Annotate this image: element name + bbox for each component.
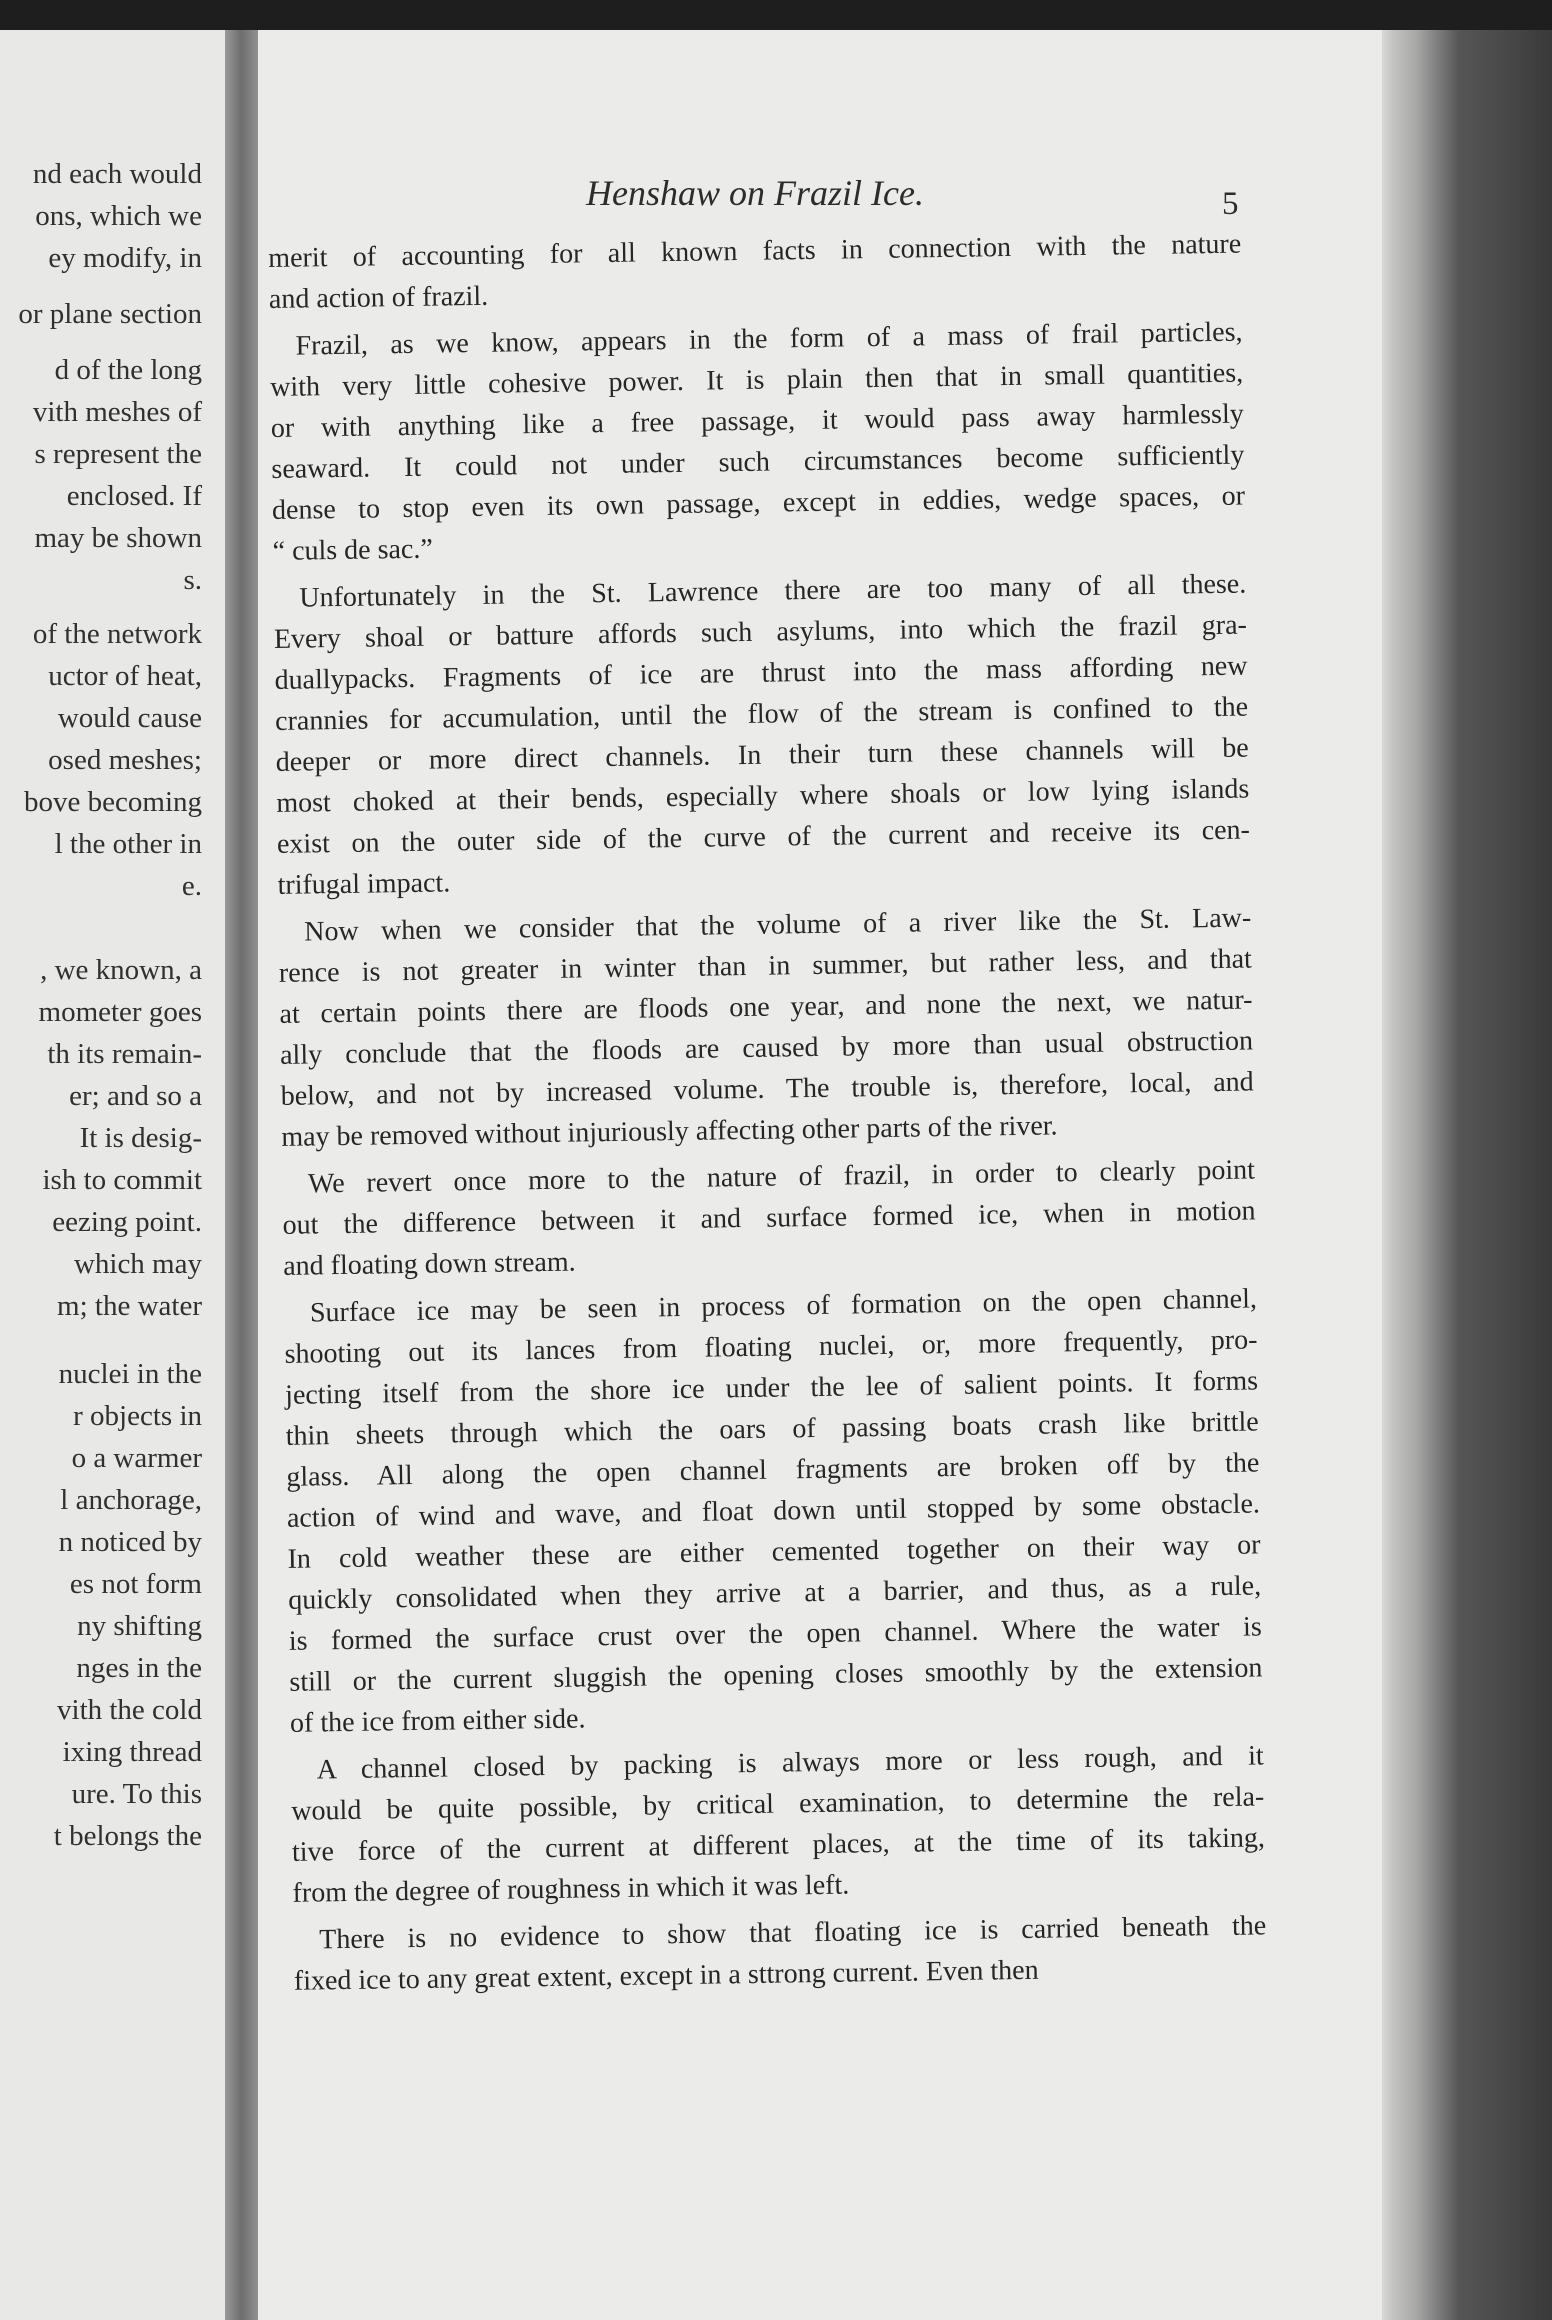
paragraph (290, 1735, 1265, 1913)
paragraph (278, 897, 1255, 1157)
paragraph (282, 1149, 1257, 1286)
left-page-fragment: vith meshes of (32, 396, 202, 428)
left-page-fragment: ixing thread (62, 1736, 202, 1768)
left-page-fragment: t belongs the (53, 1820, 202, 1852)
left-page-fragment: of the network (32, 618, 202, 650)
text-line: A channel closed by packing is always more or less rough, and it (316, 1740, 1264, 1786)
left-page-fragment: uctor of heat, (48, 660, 202, 692)
left-page-fragment: eezing point. (52, 1206, 202, 1238)
left-page-fragment: l anchorage, (60, 1484, 202, 1516)
left-page-fragment: would cause (57, 702, 202, 734)
text-line: from the degree of roughness in which it was left. (292, 1869, 850, 1909)
text-line: In cold weather these are either cemented together on their way or (287, 1529, 1261, 1575)
left-page-fragment: bove becoming (24, 786, 202, 818)
text-line: merit of accounting for all known facts in connection with the nature (268, 228, 1242, 274)
text-line: Every shoal or batture affords such asylums, into which the frazil gra- (273, 609, 1248, 655)
text-line: quickly consolidated when they arrive at a barrier, and thus, as a rule, (287, 1570, 1262, 1616)
left-page (0, 30, 238, 2320)
text-line: or with anything like a free passage, it would pass away harmlessly (270, 398, 1244, 444)
left-page-fragment: osed meshes; (48, 744, 202, 776)
left-page-fragment: nd each would (32, 158, 202, 190)
text-line: glass. All along the open channel fragments are broken off by the (286, 1447, 1260, 1493)
left-page-fragment: es not form (69, 1568, 202, 1600)
left-page-fragment: er; and so a (69, 1080, 202, 1112)
left-page-fragment: th its remain- (47, 1038, 202, 1070)
text-line: at certain points there are floods one year, and none the next, we natur- (279, 984, 1253, 1030)
left-page-fragment: o a warmer (71, 1442, 202, 1474)
text-line: ally conclude that the floods are caused by more than usual obstruction (279, 1025, 1254, 1071)
text-line: crannies for accumulation, until the flow of the stream is confined to the (274, 691, 1249, 737)
text-line: shooting out its lances from floating nuclei, or, more frequently, pro- (284, 1324, 1258, 1370)
paragraph (268, 224, 1242, 320)
paragraph (293, 1905, 1267, 2001)
text-line: action of wind and wave, and float down until stopped by some obstacle. (286, 1488, 1261, 1534)
paragraph (273, 564, 1251, 906)
text-line: most choked at their bends, especially where shoals or low lying islands (276, 773, 1250, 819)
left-page-fragment: d of the long (54, 354, 202, 386)
left-page-fragment: r objects in (73, 1400, 202, 1432)
text-line: thin sheets through which the oars of passing boats crash like brittle (285, 1406, 1259, 1452)
text-line: Unfortunately in the St. Lawrence there are too many of all these. (299, 568, 1247, 614)
scan-top-strip (0, 0, 1552, 30)
text-line: would be quite possible, by critical examination, to determine the rela- (291, 1781, 1265, 1827)
left-page-fragment: ish to commit (42, 1164, 202, 1196)
text-line: seaward. It could not under such circumstances become sufficiently (271, 439, 1245, 485)
text-line: Surface ice may be seen in process of formation on the open channel, (309, 1283, 1258, 1329)
page-number: 5 (1222, 186, 1239, 222)
paragraph (284, 1278, 1264, 1743)
text-line: dense to stop even its own passage, except in eddies, wedge spaces, or (271, 480, 1246, 526)
text-line: jecting itself from the shore ice under the lee of salient points. It forms (284, 1365, 1259, 1411)
left-page-fragment: mometer goes (38, 996, 202, 1028)
text-line: out the difference between it and surface formed ice, when in motion (282, 1195, 1256, 1241)
text-line: below, and not by increased volume. The trouble is, therefore, local, and (280, 1066, 1254, 1112)
text-line: rence is not greater in winter than in summer, but rather less, and that (278, 943, 1253, 989)
left-page-fragment: which may (73, 1248, 202, 1280)
left-page-fragment: It is desig- (79, 1122, 202, 1154)
left-page-fragment: , we known, a (40, 954, 202, 986)
left-page-fragment: ure. To this (71, 1778, 202, 1810)
left-page-fragment: ny shifting (77, 1610, 202, 1642)
text-line: There is no evidence to show that floating ice is carried beneath the (319, 1910, 1267, 1956)
text-line: duallypacks. Fragments of ice are thrust into the mass affording new (274, 650, 1248, 696)
left-page-fragment: ons, which we (35, 200, 202, 232)
left-page-fragment: n noticed by (58, 1526, 202, 1558)
text-line: fixed ice to any great extent, except in a sttrong current. Even then (293, 1954, 1039, 1997)
text-line: with very little cohesive power. It is plain then that in small quantities, (269, 357, 1244, 403)
text-line: and floating down stream. (283, 1246, 576, 1282)
text-line: may be removed without injuriously affecting other parts of the river. (281, 1110, 1058, 1153)
left-page-fragment: s represent the (34, 438, 202, 470)
text-line: “ culs de sac.” (272, 533, 434, 567)
text-line: exist on the outer side of the curve of the current and receive its cen- (276, 814, 1251, 860)
left-page-fragment: nuclei in the (58, 1358, 202, 1390)
text-line: Frazil, as we know, appears in the form of a mass of frail particles, (295, 316, 1243, 362)
page-edge-shadow (1382, 30, 1552, 2320)
left-page-fragment: nges in the (76, 1652, 202, 1684)
text-line: is formed the surface crust over the open channel. Where the water is (288, 1611, 1262, 1657)
left-page-fragment: s. (183, 564, 202, 596)
left-page-fragment: m; the water (57, 1290, 202, 1322)
left-page-fragment: ey modify, in (48, 242, 202, 274)
left-page-fragment: l the other in (54, 828, 202, 860)
text-line: trifugal impact. (277, 867, 451, 901)
text-line: Now when we consider that the volume of a river like the St. Law- (304, 902, 1252, 948)
text-line: deeper or more direct channels. In their turn these channels will be (275, 732, 1249, 778)
body-text (268, 224, 1267, 2008)
text-line: We revert once more to the nature of frazil, in order to clearly point (307, 1154, 1256, 1200)
running-title: Henshaw on Frazil Ice. (586, 173, 924, 213)
text-line: of the ice from either side. (289, 1703, 586, 1739)
text-line: and action of frazil. (268, 280, 489, 315)
left-page-fragment: or plane section (18, 298, 202, 330)
text-line: still or the current sluggish the opening closes smoothly by the extension (289, 1652, 1263, 1698)
text-line: tive force of the current at different places, at the time of its taking, (291, 1822, 1266, 1868)
left-page-fragment: may be shown (34, 522, 202, 554)
paragraph (269, 312, 1246, 572)
left-page-fragment: e. (181, 870, 202, 902)
left-page-fragment: vith the cold (57, 1694, 202, 1726)
left-page-fragment: enclosed. If (66, 480, 202, 512)
